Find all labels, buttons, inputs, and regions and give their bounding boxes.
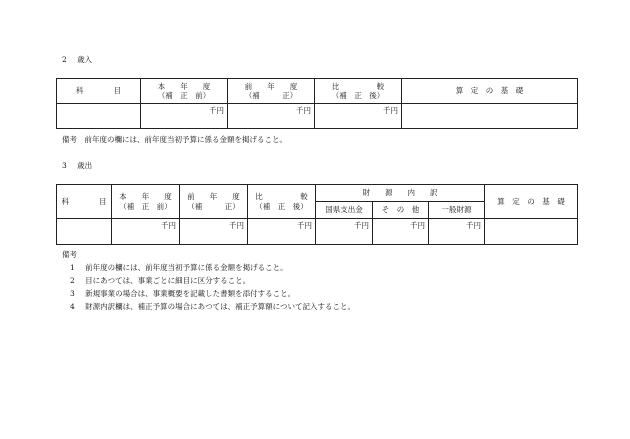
expenditure-note-item [70,264,288,272]
revenue-heading-label: 歳入 [77,55,93,64]
revenue-header-current-year: 本 年 度 （補 正 前） [141,79,228,104]
expenditure-note-item [70,290,295,298]
revenue-heading [62,56,92,64]
note-number: 3 [70,289,75,298]
expenditure-header-other: そ の 他 [373,202,429,219]
expenditure-cell-unit: 千円 [112,219,180,245]
revenue-heading-number: 2 [62,55,67,64]
expenditure-heading-label: 歳出 [77,161,93,170]
revenue-header-subject: 科 目 [57,79,141,104]
expenditure-heading [62,162,92,170]
expenditure-header-current-year: 本 年 度 （補 正 前） [112,185,180,219]
revenue-cell-basis [402,104,578,129]
revenue-cell-subject [57,104,141,129]
expenditure-note-item [70,277,250,285]
revenue-cell-unit: 千円 [315,104,402,129]
note-text: 目にあつては、事業ごとに細目に区分すること。 [85,276,251,285]
expenditure-note-item [70,303,355,311]
note-text: 財源内訳欄は、補正予算の場合にあつては、補正予算額について記入すること。 [85,302,356,311]
note-number: 2 [70,276,75,285]
revenue-cell-unit: 千円 [228,104,315,129]
expenditure-cell-basis [485,219,578,245]
expenditure-table [56,184,578,245]
revenue-header-previous-year: 前 年 度 （補 正） [228,79,315,104]
note-text: 新規事業の場合は、事業概要を記載した書類を添付すること。 [85,289,296,298]
expenditure-cell-subject [57,219,112,245]
expenditure-cell-unit: 千円 [429,219,485,245]
note-number: 1 [70,263,75,272]
expenditure-header-previous-year: 前 年 度 （補 正） [180,185,248,219]
note-number: 4 [70,302,75,311]
revenue-table [56,78,578,129]
expenditure-cell-unit: 千円 [180,219,248,245]
expenditure-heading-number: 3 [62,161,67,170]
expenditure-header-basis: 算 定 の 基 礎 [485,185,578,219]
expenditure-cell-unit: 千円 [373,219,429,245]
revenue-note: 備考 前年度の欄には、前年度当初予算に係る金額を掲げること。 [62,135,287,144]
expenditure-cell-unit: 千円 [316,219,373,245]
revenue-header-basis: 算 定 の 基 礎 [402,79,578,104]
note-text: 前年度の欄には、前年度当初予算に係る金額を掲げること。 [85,263,288,272]
expenditure-cell-unit: 千円 [248,219,316,245]
expenditure-header-national-prefectural: 国県支出金 [316,202,373,219]
revenue-cell-unit: 千円 [141,104,228,129]
expenditure-header-general: 一般財源 [429,202,485,219]
expenditure-notes-title: 備考 [62,250,77,259]
expenditure-header-funding: 財 源 内 訳 [316,185,485,202]
revenue-header-comparison: 比 較 （補 正 後） [315,79,402,104]
expenditure-header-subject: 科 目 [57,185,112,219]
expenditure-header-comparison: 比 較 （補 正 後） [248,185,316,219]
